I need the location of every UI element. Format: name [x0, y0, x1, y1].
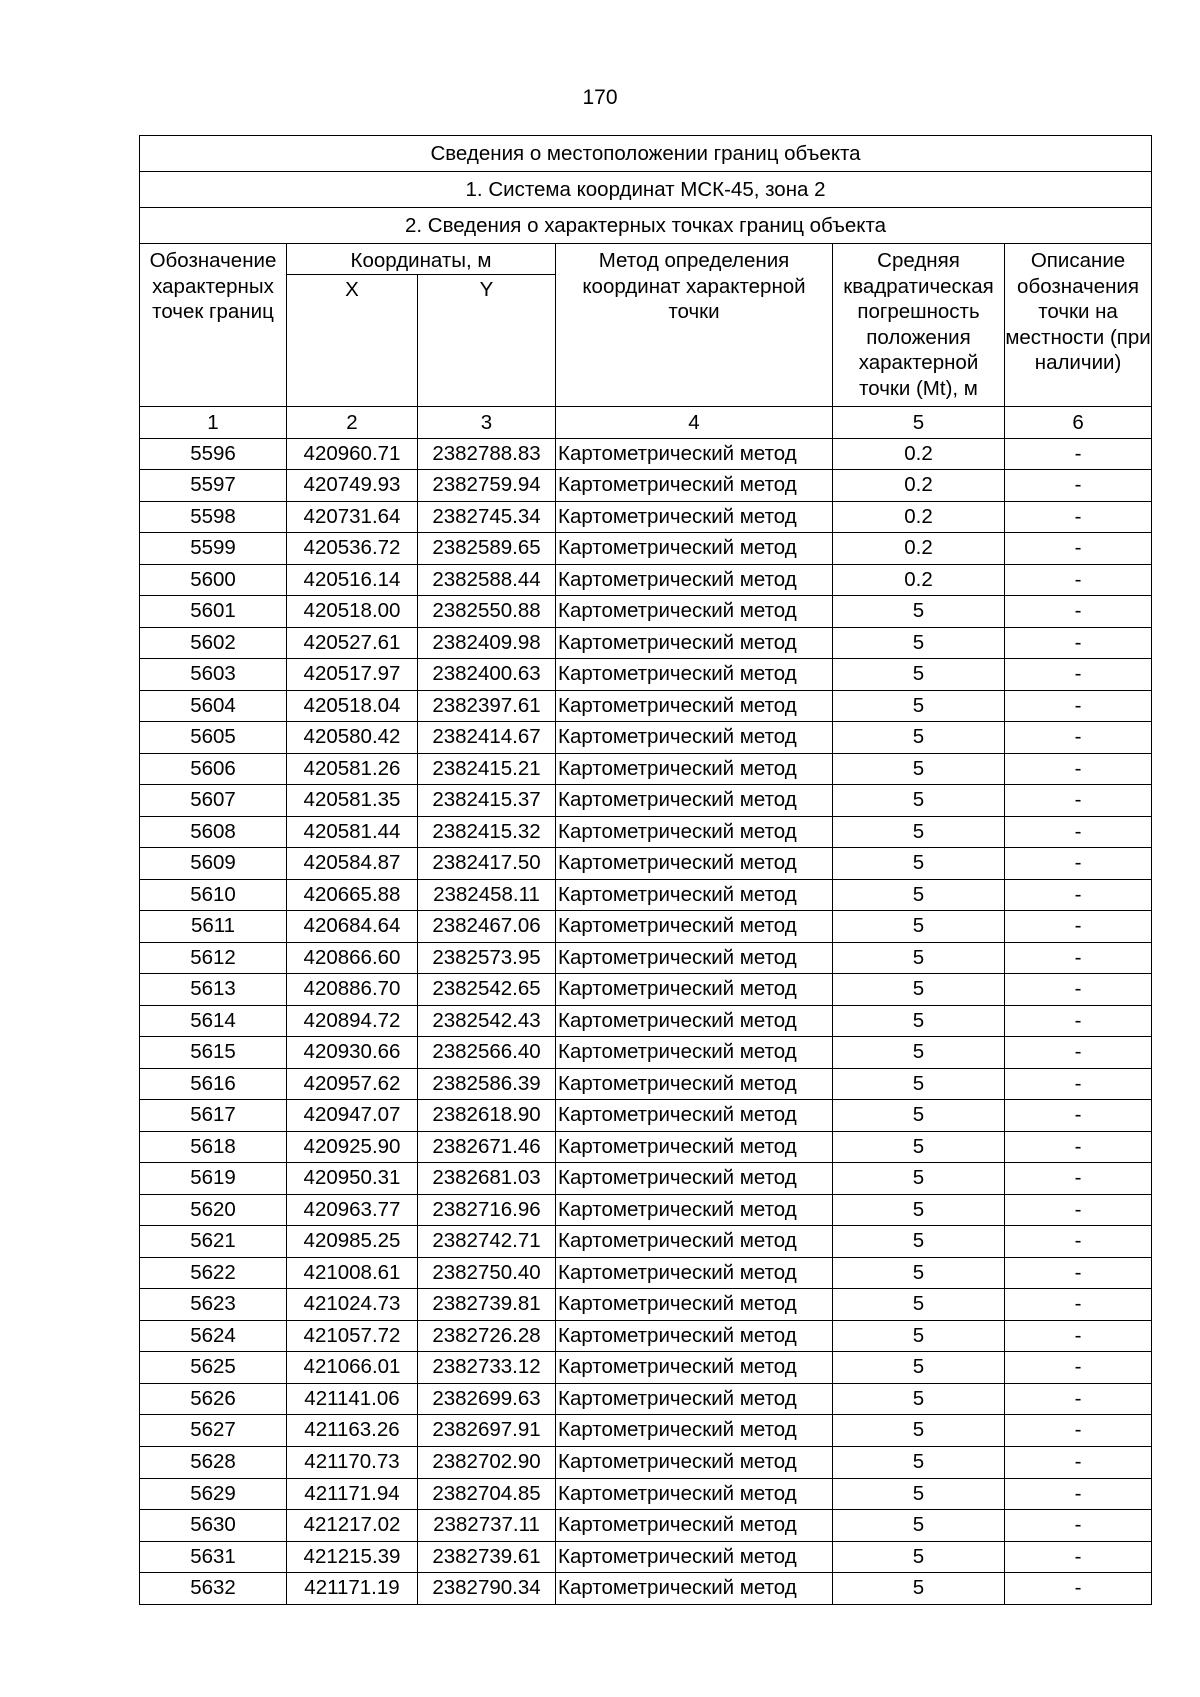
- x-coordinate-cell: 421141.06: [287, 1383, 418, 1415]
- description-cell: -: [1005, 1383, 1152, 1415]
- point-id-cell: 5625: [140, 1352, 287, 1384]
- mean-error-cell: 5: [833, 879, 1005, 911]
- boundary-points-table: [139, 135, 1152, 1605]
- point-id-cell: 5596: [140, 438, 287, 470]
- y-coordinate-cell: 2382417.50: [418, 848, 556, 880]
- table-row: [140, 564, 1152, 596]
- mean-error-cell: 5: [833, 1289, 1005, 1321]
- method-cell: Картометрический метод: [556, 1194, 833, 1226]
- description-cell: -: [1005, 1257, 1152, 1289]
- point-id-cell: 5619: [140, 1163, 287, 1195]
- column-number: 3: [418, 406, 556, 438]
- point-id-cell: 5613: [140, 974, 287, 1006]
- table-row: [140, 1573, 1152, 1605]
- x-coordinate-cell: 421215.39: [287, 1541, 418, 1573]
- table-row: [140, 690, 1152, 722]
- description-cell: -: [1005, 1478, 1152, 1510]
- mean-error-cell: 5: [833, 1510, 1005, 1542]
- y-coordinate-cell: 2382414.67: [418, 722, 556, 754]
- table-row: [140, 1005, 1152, 1037]
- x-coordinate-cell: 420749.93: [287, 470, 418, 502]
- x-coordinate-cell: 420963.77: [287, 1194, 418, 1226]
- table-row: [140, 974, 1152, 1006]
- table-row: [140, 942, 1152, 974]
- description-cell: -: [1005, 753, 1152, 785]
- table-row: [140, 1226, 1152, 1258]
- x-coordinate-cell: 420581.35: [287, 785, 418, 817]
- y-coordinate-cell: 2382726.28: [418, 1320, 556, 1352]
- y-coordinate-cell: 2382745.34: [418, 501, 556, 533]
- method-cell: Картометрический метод: [556, 501, 833, 533]
- method-cell: Картометрический метод: [556, 627, 833, 659]
- description-cell: -: [1005, 1131, 1152, 1163]
- x-coordinate-cell: 420731.64: [287, 501, 418, 533]
- x-coordinate-cell: 421163.26: [287, 1415, 418, 1447]
- x-coordinate-cell: 420516.14: [287, 564, 418, 596]
- point-id-cell: 5612: [140, 942, 287, 974]
- point-id-cell: 5602: [140, 627, 287, 659]
- method-cell: Картометрический метод: [556, 1383, 833, 1415]
- y-coordinate-cell: 2382415.32: [418, 816, 556, 848]
- mean-error-cell: 0.2: [833, 438, 1005, 470]
- header-y: Y: [418, 274, 556, 406]
- method-cell: Картометрический метод: [556, 1163, 833, 1195]
- method-cell: Картометрический метод: [556, 1320, 833, 1352]
- point-id-cell: 5607: [140, 785, 287, 817]
- mean-error-cell: 5: [833, 690, 1005, 722]
- y-coordinate-cell: 2382750.40: [418, 1257, 556, 1289]
- point-id-cell: 5601: [140, 596, 287, 628]
- description-cell: -: [1005, 1541, 1152, 1573]
- method-cell: Картометрический метод: [556, 1478, 833, 1510]
- point-id-cell: 5617: [140, 1100, 287, 1132]
- mean-error-cell: 5: [833, 1194, 1005, 1226]
- table-row: [140, 1194, 1152, 1226]
- point-id-cell: 5615: [140, 1037, 287, 1069]
- description-cell: -: [1005, 501, 1152, 533]
- mean-error-cell: 5: [833, 753, 1005, 785]
- method-cell: Картометрический метод: [556, 1100, 833, 1132]
- point-id-cell: 5627: [140, 1415, 287, 1447]
- mean-error-cell: 5: [833, 816, 1005, 848]
- column-number: 2: [287, 406, 418, 438]
- y-coordinate-cell: 2382573.95: [418, 942, 556, 974]
- table-row: [140, 533, 1152, 565]
- y-coordinate-cell: 2382618.90: [418, 1100, 556, 1132]
- y-coordinate-cell: 2382790.34: [418, 1573, 556, 1605]
- method-cell: Картометрический метод: [556, 1131, 833, 1163]
- mean-error-cell: 0.2: [833, 470, 1005, 502]
- description-cell: -: [1005, 627, 1152, 659]
- y-coordinate-cell: 2382550.88: [418, 596, 556, 628]
- mean-error-cell: 5: [833, 659, 1005, 691]
- method-cell: Картометрический метод: [556, 1068, 833, 1100]
- method-cell: Картометрический метод: [556, 438, 833, 470]
- column-number: 5: [833, 406, 1005, 438]
- y-coordinate-cell: 2382697.91: [418, 1415, 556, 1447]
- point-id-cell: 5618: [140, 1131, 287, 1163]
- point-id-cell: 5620: [140, 1194, 287, 1226]
- x-coordinate-cell: 421008.61: [287, 1257, 418, 1289]
- mean-error-cell: 5: [833, 596, 1005, 628]
- method-cell: Картометрический метод: [556, 816, 833, 848]
- table-row: [140, 1131, 1152, 1163]
- x-coordinate-cell: 420960.71: [287, 438, 418, 470]
- table-row: [140, 1068, 1152, 1100]
- table-row: [140, 438, 1152, 470]
- y-coordinate-cell: 2382467.06: [418, 911, 556, 943]
- header-mean-error: Средняя квадратическая погрешность положения характерной точки (Mt), м: [833, 244, 1005, 407]
- description-cell: -: [1005, 1100, 1152, 1132]
- description-cell: -: [1005, 1226, 1152, 1258]
- point-id-cell: 5626: [140, 1383, 287, 1415]
- method-cell: Картометрический метод: [556, 564, 833, 596]
- point-id-cell: 5600: [140, 564, 287, 596]
- x-coordinate-cell: 420930.66: [287, 1037, 418, 1069]
- column-number: 1: [140, 406, 287, 438]
- x-coordinate-cell: 420536.72: [287, 533, 418, 565]
- method-cell: Картометрический метод: [556, 1510, 833, 1542]
- method-cell: Картометрический метод: [556, 1257, 833, 1289]
- mean-error-cell: 5: [833, 1005, 1005, 1037]
- method-cell: Картометрический метод: [556, 722, 833, 754]
- mean-error-cell: 0.2: [833, 564, 1005, 596]
- x-coordinate-cell: 420584.87: [287, 848, 418, 880]
- mean-error-cell: 5: [833, 974, 1005, 1006]
- description-cell: -: [1005, 1068, 1152, 1100]
- method-cell: Картометрический метод: [556, 690, 833, 722]
- description-cell: -: [1005, 974, 1152, 1006]
- description-cell: -: [1005, 1194, 1152, 1226]
- mean-error-cell: 5: [833, 1415, 1005, 1447]
- table-row: [140, 1100, 1152, 1132]
- header-method: Метод определения координат характерной точки: [556, 244, 833, 407]
- y-coordinate-cell: 2382458.11: [418, 879, 556, 911]
- x-coordinate-cell: 420866.60: [287, 942, 418, 974]
- x-coordinate-cell: 421171.19: [287, 1573, 418, 1605]
- description-cell: -: [1005, 564, 1152, 596]
- y-coordinate-cell: 2382742.71: [418, 1226, 556, 1258]
- description-cell: -: [1005, 942, 1152, 974]
- x-coordinate-cell: 420527.61: [287, 627, 418, 659]
- point-id-cell: 5598: [140, 501, 287, 533]
- x-coordinate-cell: 420925.90: [287, 1131, 418, 1163]
- mean-error-cell: 5: [833, 1352, 1005, 1384]
- y-coordinate-cell: 2382586.39: [418, 1068, 556, 1100]
- description-cell: -: [1005, 690, 1152, 722]
- x-coordinate-cell: 420985.25: [287, 1226, 418, 1258]
- table-row: [140, 1163, 1152, 1195]
- description-cell: -: [1005, 1289, 1152, 1321]
- x-coordinate-cell: 421217.02: [287, 1510, 418, 1542]
- y-coordinate-cell: 2382409.98: [418, 627, 556, 659]
- mean-error-cell: 5: [833, 1383, 1005, 1415]
- x-coordinate-cell: 421066.01: [287, 1352, 418, 1384]
- method-cell: Картометрический метод: [556, 470, 833, 502]
- point-id-cell: 5631: [140, 1541, 287, 1573]
- header-x: X: [287, 274, 418, 406]
- method-cell: Картометрический метод: [556, 596, 833, 628]
- mean-error-cell: 5: [833, 1163, 1005, 1195]
- description-cell: -: [1005, 438, 1152, 470]
- table-row: [140, 1447, 1152, 1479]
- table-row: [140, 501, 1152, 533]
- x-coordinate-cell: 421170.73: [287, 1447, 418, 1479]
- method-cell: Картометрический метод: [556, 911, 833, 943]
- table-row: [140, 785, 1152, 817]
- mean-error-cell: 5: [833, 785, 1005, 817]
- point-id-cell: 5624: [140, 1320, 287, 1352]
- mean-error-cell: 5: [833, 1320, 1005, 1352]
- x-coordinate-cell: 420894.72: [287, 1005, 418, 1037]
- description-cell: -: [1005, 1163, 1152, 1195]
- y-coordinate-cell: 2382681.03: [418, 1163, 556, 1195]
- method-cell: Картометрический метод: [556, 753, 833, 785]
- method-cell: Картометрический метод: [556, 1447, 833, 1479]
- x-coordinate-cell: 420947.07: [287, 1100, 418, 1132]
- point-id-cell: 5628: [140, 1447, 287, 1479]
- header-point-designation: Обозначение характерных точек границ: [140, 244, 287, 407]
- point-id-cell: 5616: [140, 1068, 287, 1100]
- header-coordinates: Координаты, м: [287, 244, 556, 275]
- method-cell: Картометрический метод: [556, 848, 833, 880]
- table-row: [140, 1289, 1152, 1321]
- description-cell: -: [1005, 470, 1152, 502]
- table-row: [140, 470, 1152, 502]
- y-coordinate-cell: 2382704.85: [418, 1478, 556, 1510]
- x-coordinate-cell: 421171.94: [287, 1478, 418, 1510]
- y-coordinate-cell: 2382542.65: [418, 974, 556, 1006]
- y-coordinate-cell: 2382566.40: [418, 1037, 556, 1069]
- y-coordinate-cell: 2382397.61: [418, 690, 556, 722]
- method-cell: Картометрический метод: [556, 879, 833, 911]
- point-id-cell: 5609: [140, 848, 287, 880]
- y-coordinate-cell: 2382737.11: [418, 1510, 556, 1542]
- y-coordinate-cell: 2382739.81: [418, 1289, 556, 1321]
- y-coordinate-cell: 2382415.37: [418, 785, 556, 817]
- y-coordinate-cell: 2382759.94: [418, 470, 556, 502]
- point-id-cell: 5606: [140, 753, 287, 785]
- table-row: [140, 816, 1152, 848]
- mean-error-cell: 5: [833, 1573, 1005, 1605]
- point-id-cell: 5621: [140, 1226, 287, 1258]
- y-coordinate-cell: 2382739.61: [418, 1541, 556, 1573]
- method-cell: Картометрический метод: [556, 659, 833, 691]
- description-cell: -: [1005, 1415, 1152, 1447]
- y-coordinate-cell: 2382542.43: [418, 1005, 556, 1037]
- mean-error-cell: 5: [833, 1037, 1005, 1069]
- table-row: [140, 722, 1152, 754]
- table-row: [140, 1510, 1152, 1542]
- description-cell: -: [1005, 722, 1152, 754]
- x-coordinate-cell: 420518.00: [287, 596, 418, 628]
- header-description: Описание обозначения точки на местности (при наличии): [1005, 244, 1152, 407]
- y-coordinate-cell: 2382588.44: [418, 564, 556, 596]
- table-row: [140, 1320, 1152, 1352]
- table-row: [140, 1541, 1152, 1573]
- x-coordinate-cell: 421024.73: [287, 1289, 418, 1321]
- method-cell: Картометрический метод: [556, 1415, 833, 1447]
- method-cell: Картометрический метод: [556, 1352, 833, 1384]
- table-row: [140, 1478, 1152, 1510]
- section-caption: 2. Сведения о характерных точках границ объекта: [140, 208, 1152, 244]
- mean-error-cell: 5: [833, 1068, 1005, 1100]
- y-coordinate-cell: 2382716.96: [418, 1194, 556, 1226]
- mean-error-cell: 5: [833, 848, 1005, 880]
- table-row: [140, 911, 1152, 943]
- x-coordinate-cell: 421057.72: [287, 1320, 418, 1352]
- method-cell: Картометрический метод: [556, 1037, 833, 1069]
- description-cell: -: [1005, 848, 1152, 880]
- description-cell: -: [1005, 659, 1152, 691]
- point-id-cell: 5605: [140, 722, 287, 754]
- mean-error-cell: 5: [833, 1447, 1005, 1479]
- description-cell: -: [1005, 1320, 1152, 1352]
- point-id-cell: 5623: [140, 1289, 287, 1321]
- description-cell: -: [1005, 1510, 1152, 1542]
- x-coordinate-cell: 420581.44: [287, 816, 418, 848]
- x-coordinate-cell: 420665.88: [287, 879, 418, 911]
- method-cell: Картометрический метод: [556, 1289, 833, 1321]
- x-coordinate-cell: 420581.26: [287, 753, 418, 785]
- y-coordinate-cell: 2382788.83: [418, 438, 556, 470]
- table-row: [140, 848, 1152, 880]
- mean-error-cell: 5: [833, 942, 1005, 974]
- method-cell: Картометрический метод: [556, 1541, 833, 1573]
- description-cell: -: [1005, 1037, 1152, 1069]
- point-id-cell: 5597: [140, 470, 287, 502]
- table-row: [140, 1415, 1152, 1447]
- method-cell: Картометрический метод: [556, 533, 833, 565]
- point-id-cell: 5610: [140, 879, 287, 911]
- x-coordinate-cell: 420957.62: [287, 1068, 418, 1100]
- y-coordinate-cell: 2382589.65: [418, 533, 556, 565]
- description-cell: -: [1005, 785, 1152, 817]
- table-row: [140, 596, 1152, 628]
- table-row: [140, 1383, 1152, 1415]
- mean-error-cell: 5: [833, 1226, 1005, 1258]
- point-id-cell: 5603: [140, 659, 287, 691]
- method-cell: Картометрический метод: [556, 1573, 833, 1605]
- table-row: [140, 627, 1152, 659]
- mean-error-cell: 5: [833, 911, 1005, 943]
- table-title: Сведения о местоположении границ объекта: [140, 136, 1152, 172]
- x-coordinate-cell: 420517.97: [287, 659, 418, 691]
- point-id-cell: 5614: [140, 1005, 287, 1037]
- table-row: [140, 1352, 1152, 1384]
- point-id-cell: 5599: [140, 533, 287, 565]
- method-cell: Картометрический метод: [556, 1005, 833, 1037]
- column-numbers-row: [140, 406, 1152, 438]
- coordinate-system-caption: 1. Система координат МСК-45, зона 2: [140, 172, 1152, 208]
- y-coordinate-cell: 2382702.90: [418, 1447, 556, 1479]
- point-id-cell: 5632: [140, 1573, 287, 1605]
- y-coordinate-cell: 2382671.46: [418, 1131, 556, 1163]
- mean-error-cell: 5: [833, 1100, 1005, 1132]
- table-row: [140, 1037, 1152, 1069]
- y-coordinate-cell: 2382415.21: [418, 753, 556, 785]
- description-cell: -: [1005, 816, 1152, 848]
- description-cell: -: [1005, 533, 1152, 565]
- description-cell: -: [1005, 911, 1152, 943]
- column-number: 6: [1005, 406, 1152, 438]
- point-id-cell: 5604: [140, 690, 287, 722]
- x-coordinate-cell: 420886.70: [287, 974, 418, 1006]
- y-coordinate-cell: 2382733.12: [418, 1352, 556, 1384]
- x-coordinate-cell: 420580.42: [287, 722, 418, 754]
- method-cell: Картометрический метод: [556, 1226, 833, 1258]
- description-cell: -: [1005, 1573, 1152, 1605]
- mean-error-cell: 0.2: [833, 533, 1005, 565]
- description-cell: -: [1005, 596, 1152, 628]
- y-coordinate-cell: 2382400.63: [418, 659, 556, 691]
- column-number: 4: [556, 406, 833, 438]
- mean-error-cell: 5: [833, 1131, 1005, 1163]
- x-coordinate-cell: 420684.64: [287, 911, 418, 943]
- mean-error-cell: 5: [833, 722, 1005, 754]
- method-cell: Картометрический метод: [556, 942, 833, 974]
- mean-error-cell: 5: [833, 627, 1005, 659]
- mean-error-cell: 0.2: [833, 501, 1005, 533]
- x-coordinate-cell: 420950.31: [287, 1163, 418, 1195]
- table-row: [140, 753, 1152, 785]
- point-id-cell: 5630: [140, 1510, 287, 1542]
- x-coordinate-cell: 420518.04: [287, 690, 418, 722]
- mean-error-cell: 5: [833, 1541, 1005, 1573]
- mean-error-cell: 5: [833, 1478, 1005, 1510]
- y-coordinate-cell: 2382699.63: [418, 1383, 556, 1415]
- description-cell: -: [1005, 1005, 1152, 1037]
- table-row: [140, 879, 1152, 911]
- method-cell: Картометрический метод: [556, 785, 833, 817]
- method-cell: Картометрический метод: [556, 974, 833, 1006]
- table-row: [140, 659, 1152, 691]
- mean-error-cell: 5: [833, 1257, 1005, 1289]
- point-id-cell: 5611: [140, 911, 287, 943]
- table-row: [140, 1257, 1152, 1289]
- description-cell: -: [1005, 1447, 1152, 1479]
- point-id-cell: 5608: [140, 816, 287, 848]
- point-id-cell: 5622: [140, 1257, 287, 1289]
- point-id-cell: 5629: [140, 1478, 287, 1510]
- page-number: 170: [582, 86, 618, 109]
- description-cell: -: [1005, 1352, 1152, 1384]
- description-cell: -: [1005, 879, 1152, 911]
